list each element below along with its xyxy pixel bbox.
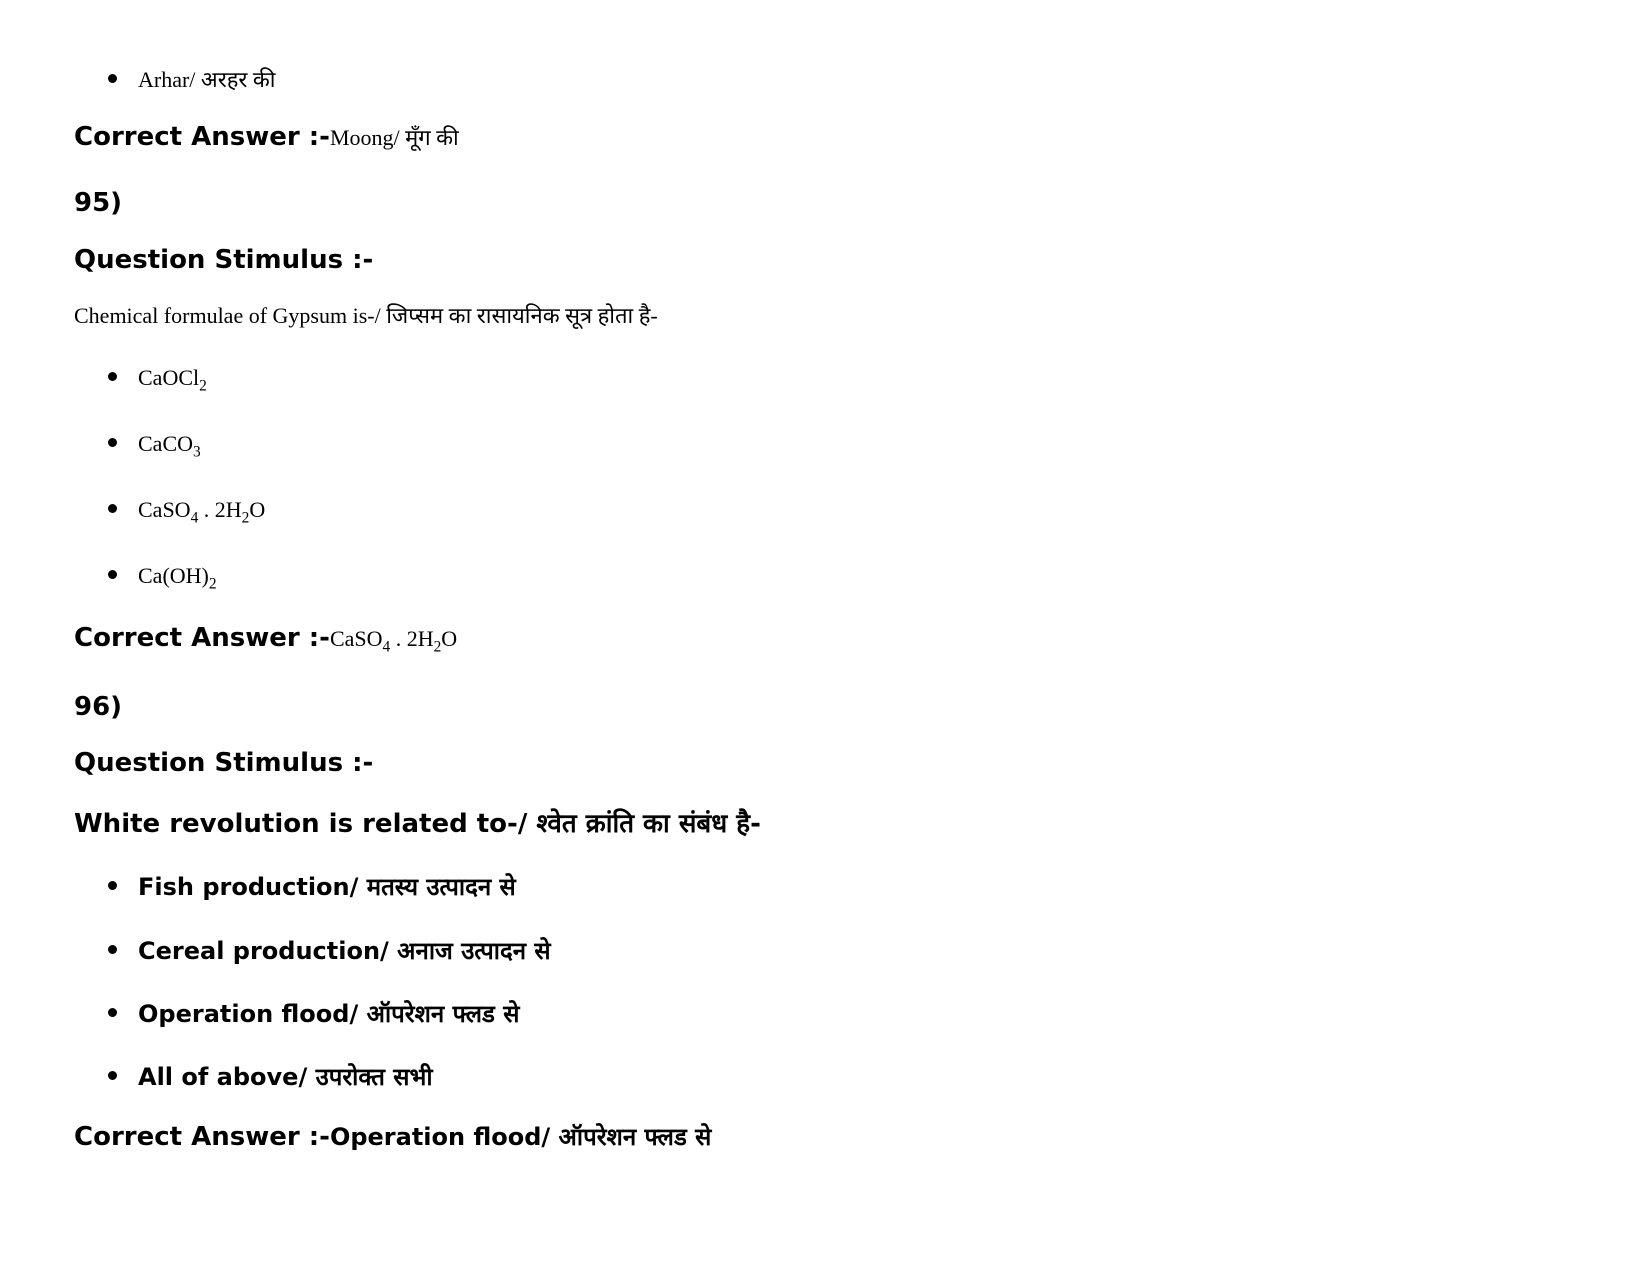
correct-answer xyxy=(74,122,459,152)
bullet-icon xyxy=(108,945,117,954)
bullet-icon xyxy=(108,1071,117,1080)
question-number: 96) xyxy=(74,692,123,722)
list-item xyxy=(108,1060,433,1093)
option-text: All of above/ उपरोक्त सभी xyxy=(138,1063,433,1091)
correct-answer xyxy=(74,623,458,656)
list-item xyxy=(108,563,217,593)
option-text xyxy=(138,365,207,395)
formula-subscript: 4 xyxy=(190,509,199,527)
formula-part: . 2H xyxy=(198,497,242,522)
formula-part: O xyxy=(441,626,458,651)
bullet-icon xyxy=(108,372,117,381)
list-item xyxy=(108,497,266,527)
correct-answer xyxy=(74,1120,711,1153)
correct-answer-value: Operation flood/ ऑपरेशन फ्लड से xyxy=(329,1123,712,1151)
bullet-icon xyxy=(108,74,117,83)
formula-subscript: 4 xyxy=(382,638,391,656)
bullet-icon xyxy=(108,438,117,447)
formula-part: CaCO xyxy=(138,431,193,456)
list-item xyxy=(108,870,516,903)
option-text: Fish production/ मतस्य उत्पादन से xyxy=(138,873,516,901)
bullet-icon xyxy=(108,570,117,579)
correct-answer-label: Correct Answer :- xyxy=(74,122,330,152)
formula-part: . 2H xyxy=(390,626,434,651)
list-item xyxy=(108,365,207,395)
option-text: Arhar/ अरहर की xyxy=(138,67,276,92)
formula-subscript: 2 xyxy=(199,377,207,395)
question-stimulus-label: Question Stimulus :- xyxy=(74,748,374,778)
list-item xyxy=(108,997,519,1030)
formula-subscript: 2 xyxy=(241,509,250,527)
list-item xyxy=(108,64,276,94)
list-item xyxy=(108,431,201,461)
formula-part: Ca(OH) xyxy=(138,563,209,588)
formula-subscript: 3 xyxy=(193,443,201,461)
formula-part: CaSO xyxy=(329,626,383,651)
option-text: Cereal production/ अनाज उत्पादन से xyxy=(138,937,551,965)
question-stimulus-label: Question Stimulus :- xyxy=(74,245,374,275)
bullet-icon xyxy=(108,1008,117,1017)
formula-subscript: 2 xyxy=(208,575,217,593)
bullet-icon xyxy=(108,504,117,513)
formula-part: CaOCl xyxy=(138,365,200,390)
option-text xyxy=(138,497,266,527)
option-text: Operation flood/ ऑपरेशन फ्लड से xyxy=(138,1000,520,1028)
correct-answer-value: Moong/ मूँग की xyxy=(329,125,459,150)
formula-part: O xyxy=(249,497,266,522)
formula-subscript: 2 xyxy=(433,638,442,656)
question-stimulus-text: Chemical formulae of Gypsum is-/ जिप्सम का रासायनिक सूत्र होता है- xyxy=(74,303,658,328)
correct-answer-value xyxy=(329,626,458,656)
formula-part: CaSO xyxy=(138,497,191,522)
option-text xyxy=(138,563,217,593)
question-number: 95) xyxy=(74,188,123,218)
correct-answer-label: Correct Answer :- xyxy=(74,1122,330,1152)
list-item xyxy=(108,934,551,967)
correct-answer-label: Correct Answer :- xyxy=(74,623,330,653)
question-stimulus-text: White revolution is related to-/ श्वेत क्रांति का संबंध है- xyxy=(74,809,761,839)
option-text xyxy=(138,431,201,461)
bullet-icon xyxy=(108,881,117,890)
